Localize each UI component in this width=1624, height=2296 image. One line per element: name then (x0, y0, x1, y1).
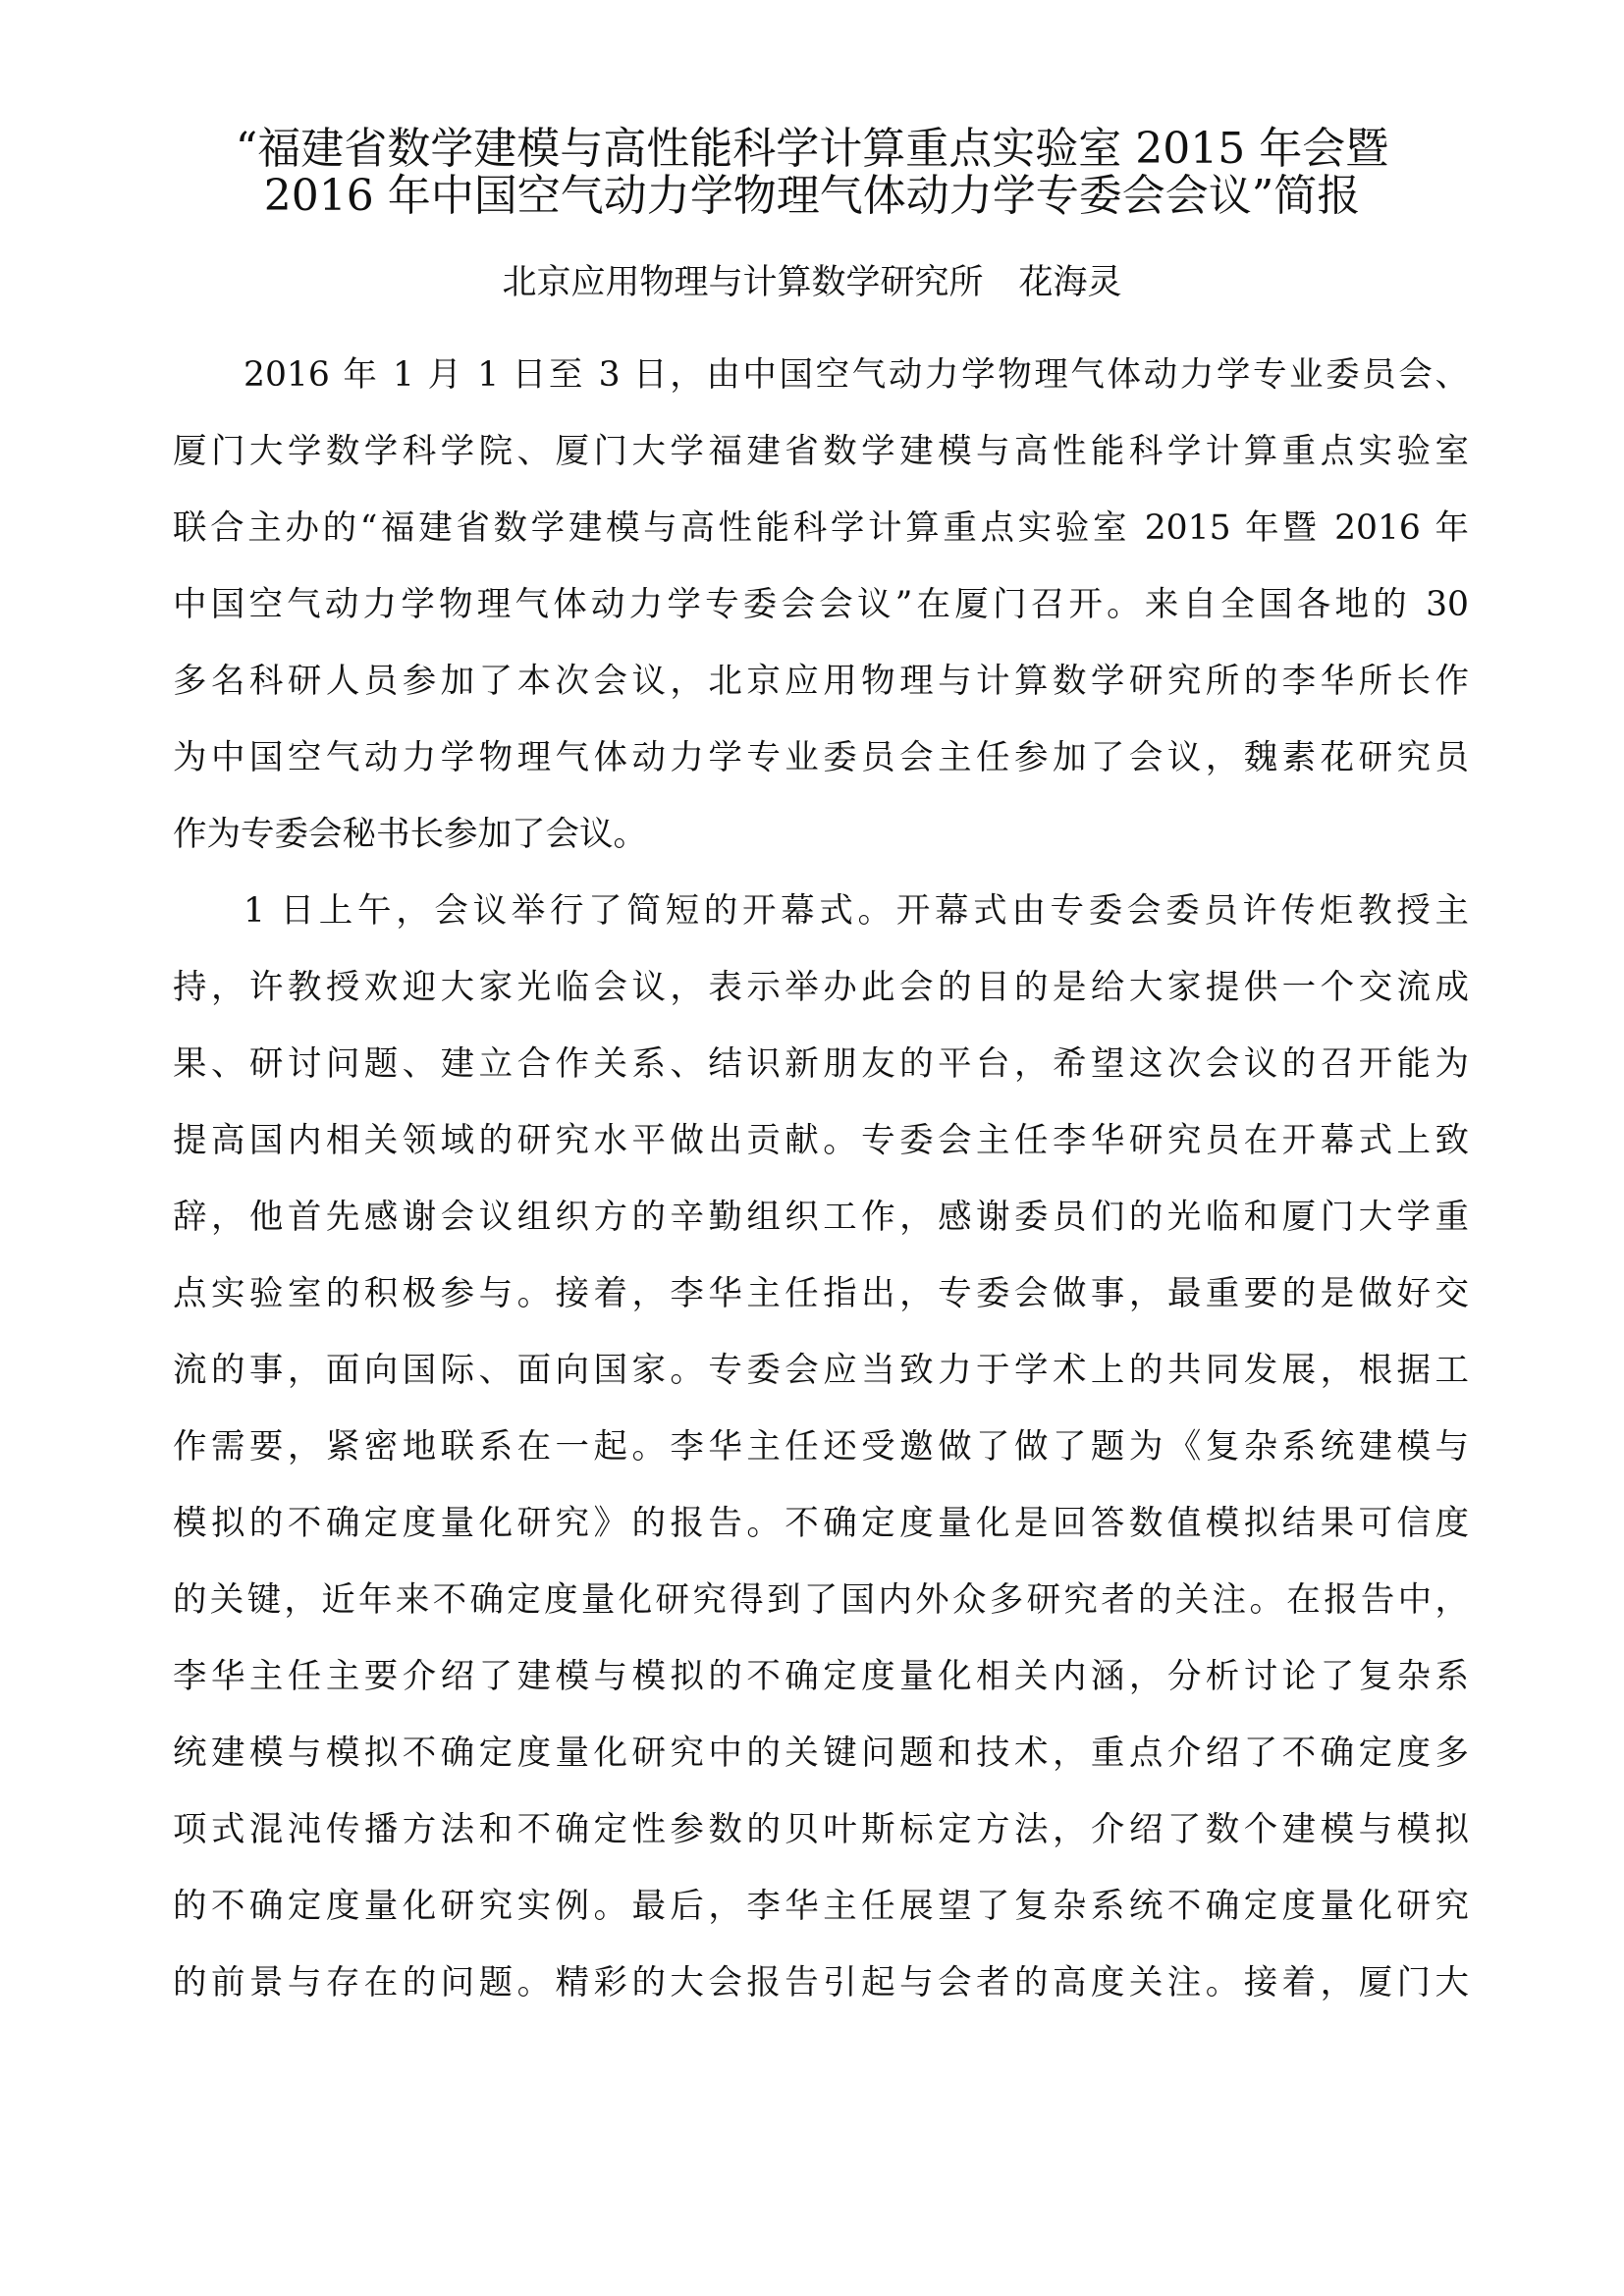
author-affiliation: 北京应用物理与计算数学研究所 (502, 263, 984, 302)
author-byline (147, 253, 1477, 312)
paragraph-2-line: 果、研讨问题、建立合作关系、结识新朋友的平台，希望这次会议的召开能为 (173, 1044, 1469, 1084)
paragraph-2-line: 的前景与存在的问题。精彩的大会报告引起与会者的高度关注。接着，厦门大 (173, 1963, 1469, 2002)
paragraph-2-line: 的关键，近年来不确定度量化研究得到了国内外众多研究者的关注。在报告中， (173, 1580, 1469, 1620)
paragraph-2-line: 作需要，紧密地联系在一起。李华主任还受邀做了做了题为《复杂系统建模与 (173, 1427, 1469, 1467)
paragraph-2-line: 的不确定度量化研究实例。最后，李华主任展望了复杂系统不确定度量化研究 (173, 1887, 1469, 1926)
paragraph-2-line: 持，许教授欢迎大家光临会议，表示举办此会的目的是给大家提供一个交流成 (173, 968, 1469, 1007)
paragraph-2-line: 提高国内相关领域的研究水平做出贡献。专委会主任李华研究员在开幕式上致 (173, 1121, 1469, 1160)
author-name: 花海灵 (1018, 263, 1122, 302)
paragraph-2-line: 项式混沌传播方法和不确定性参数的贝叶斯标定方法，介绍了数个建模与模拟 (173, 1810, 1469, 1849)
paragraph-1-line: 为中国空气动力学物理气体动力学专业委员会主任参加了会议，魏素花研究员 (173, 738, 1469, 777)
paragraph-2-line: 辞，他首先感谢会议组织方的辛勤组织工作，感谢委员们的光临和厦门大学重 (173, 1198, 1469, 1237)
paragraph-2-line: 流的事，面向国际、面向国家。专委会应当致力于学术上的共同发展，根据工 (173, 1351, 1469, 1390)
paragraph-1-line: 中国空气动力学物理气体动力学专委会会议”在厦门召开。来自全国各地的 30 (173, 585, 1469, 624)
document-title-line-2: 2016 年中国空气动力学物理气体动力学专委会会议”简报 (263, 171, 1361, 221)
paragraph-1-line: 2016 年 1 月 1 日至 3 日，由中国空气动力学物理气体动力学专业委员会、 (244, 355, 1469, 395)
paragraph-2-line: 李华主任主要介绍了建模与模拟的不确定度量化相关内涵，分析讨论了复杂系 (173, 1657, 1469, 1696)
paragraph-1-line: 作为专委会秘书长参加了会议。 (173, 815, 647, 854)
paragraph-1-line: 厦门大学数学科学院、厦门大学福建省数学建模与高性能科学计算重点实验室 (173, 432, 1469, 471)
paragraph-1-line: 多名科研人员参加了本次会议，北京应用物理与计算数学研究所的李华所长作 (173, 662, 1469, 701)
paragraph-1-line: 联合主办的“福建省数学建模与高性能科学计算重点实验室 2015 年暨 2016 年 (173, 508, 1469, 548)
paragraph-2-line: 1 日上午，会议举行了简短的开幕式。开幕式由专委会委员许传炬教授主 (244, 891, 1469, 931)
paragraph-2-line: 模拟的不确定度量化研究》的报告。不确定度量化是回答数值模拟结果可信度 (173, 1504, 1469, 1543)
paragraph-2-line: 点实验室的积极参与。接着，李华主任指出，专委会做事，最重要的是做好交 (173, 1274, 1469, 1313)
document-title-line-1: “福建省数学建模与高性能科学计算重点实验室 2015 年会暨 (235, 124, 1389, 174)
paragraph-2-line: 统建模与模拟不确定度量化研究中的关键问题和技术，重点介绍了不确定度多 (173, 1734, 1469, 1773)
